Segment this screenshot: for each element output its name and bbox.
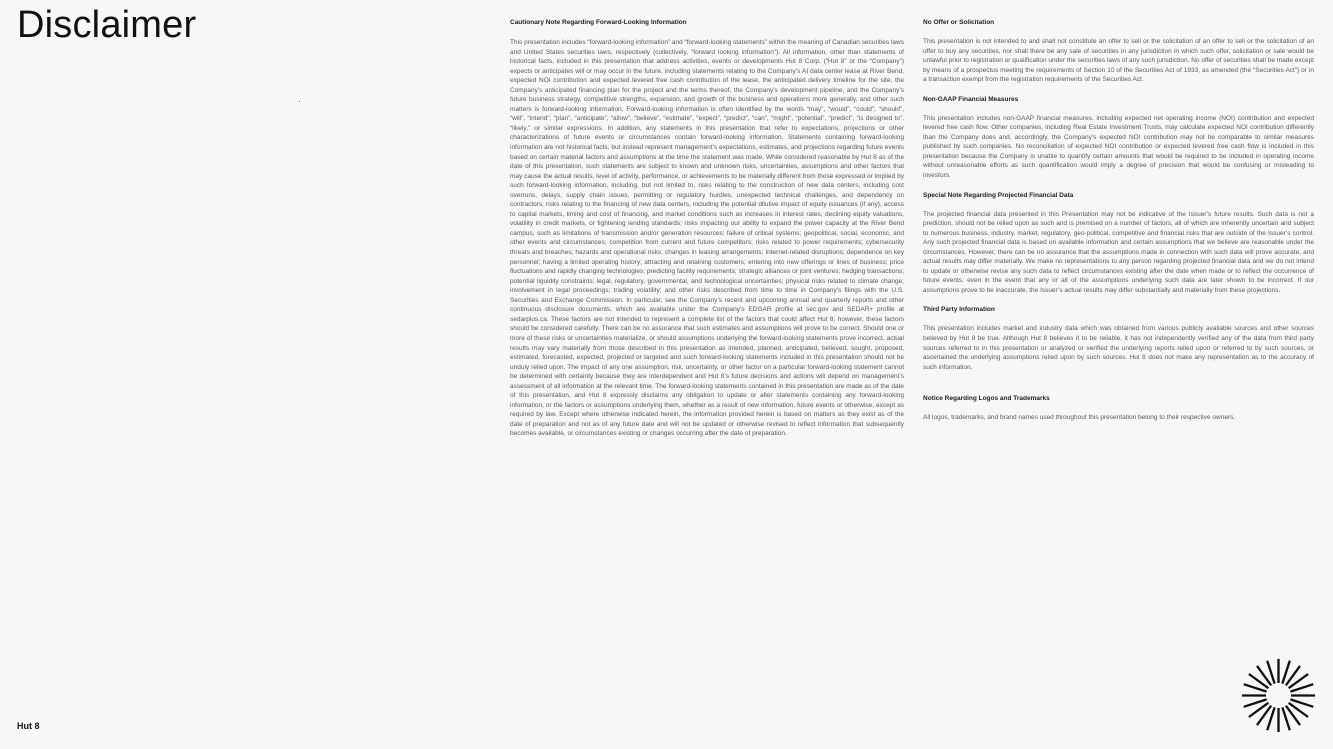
section-heading: Notice Regarding Logos and Trademarks xyxy=(923,395,1050,403)
forward-looking-column xyxy=(510,18,904,439)
section-heading: Cautionary Note Regarding Forward-Looking Information xyxy=(510,19,687,26)
section-body: This presentation includes “forward-looking information” and “forward-looking statements” within the meaning of Canadian securities laws and United States securities laws, respectively (collectively, “forward looking information”). All information, other than statements of historical facts, included in this presentation that address activities, events or developments Hut 8 Corp. (“Hut 8” or the “Company”) expects or anticipates will or may occur in the future, including statements relating to the Company’s AI data center lease at River Bend, expected NOI contribution and expected levered free cash contribution of the lease, the anticipated delivery timeline for the site, the Company’s anticipated financing plan for the project and the terms thereof, the Company’s development pipeline, and the Company’s future business strategy, competitive strengths, expansion, and growth of the business and operations more generally, and other such matters is forward-looking information. Forward-looking information is often identified by the words “may”, “would”, “could”, “should”, “will”, “intend”, “plan”, “anticipate”, “allow”, “believe”, “estimate”, “expect”, “predict”, “can”, “might”, “potential”, “predict”, “is designed to”, “likely,” or similar expressions. In addition, any statements in this presentation that refer to expectations, projections or other characterizations of future events or circumstances contain forward-looking information. Statements containing forward-looking information are not historical facts, but instead represent management’s expectations, estimates, and projections regarding future events based on certain material factors and assumptions at the time the statement was made. While considered reasonable by Hut 8 as of the date of this presentation, such statements are subject to known and unknown risks, uncertainties, assumptions and other factors that may cause the actual results, level of activity, performance, or achievements to be materially different from those expressed or implied by such forward-looking information, including, but not limited to, risks relating to the construction of new data centers, including cost overruns, delays, supply chain issues, permitting or regulatory hurdles, unexpected technical challenges, and dependency on contractors; risks relating to the financing of new data centers, including the potential dilutive impact of equity issuances (if any), access to capital markets, timing and cost of financing, and market conditions such as increases in interest rates, declining equity valuations, volatility in credit markets, or tightening lending standards; risks impacting our ability to expand the power capacity at the River Bend campus, such as limitations of transmission and/or generation resources; failure of critical systems; geopolitical, social, economic, and other events and circumstances; competition from current and future competitors; risks related to power requirements; cybersecurity threats and breaches; hazards and operational risks; changes in leasing arrangements; Internet-related disruptions; dependence on key personnel; having a limited operating history; attracting and retaining customers; entering into new offerings or lines of business; price fluctuations and rapidly changing technologies; predicting facility requirements; strategic alliances or joint ventures; hedging transactions; potential liquidity constraints; legal, regulatory, governmental, and technological uncertainties; physical risks related to climate change; involvement in legal proceedings; trading volatility; and other risks described from time to time in Company’s filings with the U.S. Securities and Exchange Commission. In particular, see the Company’s recent and upcoming annual and quarterly reports and other continuous disclosure documents, which are available under the Company’s EDGAR profile at sec.gov and SEDAR+ profile at sedarplus.ca. These factors are not intended to represent a complete list of the factors that could affect Hut 8; however, these factors should be considered carefully. There can be no assurance that such estimates and assumptions will prove to be correct. Should one or more of these risks or uncertainties materialize, or should assumptions underlying the forward-looking statements prove incorrect, actual results may vary materially from those described in this presentation as intended, planned, anticipated, believed, sought, proposed, estimated, forecasted, expected, projected or targeted and such forward-looking statements included in this presentation should not be unduly relied upon. The impact of any one assumption, risk, uncertainty, or other factor on a particular forward-looking statement cannot be determined with certainty because they are interdependent and Hut 8’s future decisions and actions will depend on management’s assessment of all information at the relevant time. The forward-looking statements contained in this presentation are made as of the date of this presentation, and Hut 8 expressly disclaims any obligation to update or alter statements containing any forward-looking information, or the factors or assumptions underlying them, whether as a result of new information, future events or otherwise, except as required by law. Except where otherwise indicated herein, the information provided herein is based on matters as they exist as of the date of preparation and not as of any future date and will not be updated or otherwise revised to reflect information that subsequently becomes available, or circumstances existing or changes occurring after the date of preparation. xyxy=(510,39,904,438)
section-body: This presentation is not intended to and shall not constitute an offer to sell or the solicitation of an offer to sell or the solicitation of an offer to buy any securities, nor shall there be any sale of securities in any jurisdiction in which such offer, solicitation or sale would be unlawful prior to registration or qualification under the securities laws of any such jurisdiction. No offer of securities shall be made except by means of a prospectus meeting the requirements of Section 10 of the Securities Act of 1933, as amended (the “Securities Act”) or in a transaction exempt from the registration requirements of the Securities Act. xyxy=(923,38,1314,84)
page-title: Disclaimer xyxy=(17,4,197,46)
section-body: All logos, trademarks, and brand names used throughout this presentation belong to their respective owners. xyxy=(923,414,1236,422)
section-third-party xyxy=(923,305,1314,372)
section-trademarks xyxy=(923,394,1314,423)
section-body: This presentation includes market and industry data which was obtained from various publicly available sources and other sources believed by Hut 8 be true. Although Hut 8 believes it to be reliable, it has not independently verified any of the data from third party sources referred to in this presentation or analyzed or verified the underlying reports relied upon or referred to by such sources, or ascertained the underlying assumptions relied upon by such sources. Hut 8 does not make any representation as to the accuracy of such information. xyxy=(923,325,1314,371)
section-heading: No Offer or Solicitation xyxy=(923,19,995,26)
section-projected-data xyxy=(923,191,1314,296)
right-column xyxy=(923,18,1314,433)
section-heading: Non-GAAP Financial Measures xyxy=(923,95,1019,103)
section-body: This presentation includes non-GAAP financial measures, including expected net operating income (NOI) contribution and expected levered free cash flow. Other companies, including Real Estate Investment Trusts, may calculate expected NOI contribution differently than the Company does and, accordingly, the Company’s expected NOI contribution may not be comparable to similar measures published by such companies. No reconciliation of expected NOI contribution or expected levered free cash flow is included in this presentation because the Company is unable to quantify certain amounts that would be required to be included in operating income without unreasonable efforts as such quantification would imply a degree of precision that would be confusing or misleading to investors. xyxy=(923,114,1314,180)
section-non-gaap xyxy=(923,95,1314,181)
starburst-logo-icon xyxy=(1240,657,1317,734)
footer-brand: Hut 8 xyxy=(17,721,40,731)
section-no-offer xyxy=(923,18,1314,85)
decorative-dot xyxy=(299,101,300,102)
section-body: The projected financial data presented in this Presentation may not be indicative of the Issuer’s future results. Such data is not a prediction, should not be relied upon as such and is premised on a number of factors, all of which are inherently uncertain and subject to numerous business, industry, market, regulatory, geo-political, competitive and financial risks that are outside of the Issuer’s control. Any such projected financial data is based on available information and certain assumptions that we believe are reasonable under the circumstances. However, there can be no assurance that the assumptions made in connection with such data will prove accurate, and actual results may differ materially. We make no representations to any person regarding projected financial data and we do not intend to update or otherwise revise any such data to reflect circumstances existing after the date when made or to reflect the occurrence of future events, even in the event that any or all of the assumptions underlying such data are later shown to be incorrect. If our assumptions prove to be inaccurate, the Issuer’s actual results may differ substantially and materially from these projections. xyxy=(923,210,1314,294)
section-heading: Special Note Regarding Projected Financial Data xyxy=(923,191,1074,199)
section-heading: Third Party Information xyxy=(923,306,995,314)
